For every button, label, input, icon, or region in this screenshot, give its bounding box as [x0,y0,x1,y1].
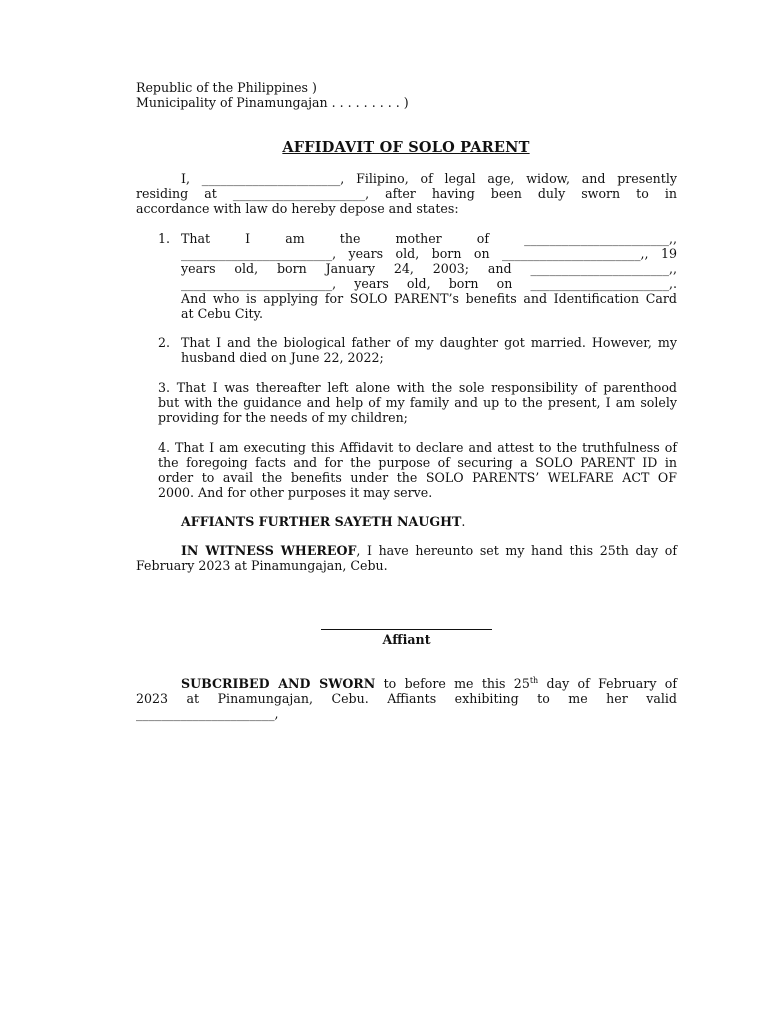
item3-line-2: but with the guidance and help of my family and up to the present, I am solely [158,395,677,410]
witness-line-1 [136,543,677,558]
sworn-bold: SUBCRIBED AND SWORN [181,676,376,691]
witness-line-2: February 2023 at Pinamungajan, Cebu. [136,558,388,573]
item1-line-3: years old, born January 24, 2003; and ______________________,, [181,261,677,276]
header-municipality: Municipality of Pinamungajan . . . . . . . . . ) [136,95,409,110]
further-sayeth-naught [181,514,465,529]
intro-line-1: I, ______________________, Filipino, of legal age, widow, and presently [181,171,677,186]
item1-number: 1. [158,231,171,246]
item1-line-4: ________________________, years old, born on ______________________,. [181,276,677,291]
affiant-label: Affiant [382,632,431,647]
sworn-line-1 [136,676,677,691]
item1-line-5: And who is applying for SOLO PARENT’s benefits and Identification Card [181,291,677,306]
item1-line-1: That I am the mother of _______________________,, [181,231,677,246]
sworn-line-2: 2023 at Pinamungajan, Cebu. Affiants exhibiting to me her valid [136,691,677,706]
witness-rest: , I have hereunto set my hand this 25th day of [356,543,678,558]
item4-line-3: order to avail the benefits under the SOLO PARENTS’ WELFARE ACT OF [158,470,677,485]
item1-line-2: ________________________, years old, born on ______________________,, 19 [181,246,677,261]
item2-line-2: husband died on June 22, 2022; [181,350,384,365]
header-republic: Republic of the Philippines ) [136,80,317,95]
item2-line-1: That I and the biological father of my daughter got married. However, my [181,335,677,350]
witness-bold: IN WITNESS WHEREOF [181,543,357,558]
naught-text: AFFIANTS FURTHER SAYETH NAUGHT [181,514,462,529]
item3-line-3: providing for the needs of my children; [158,410,408,425]
item2-number: 2. [158,335,171,350]
item4-line-2: the foregoing facts and for the purpose of securing a SOLO PARENT ID in [158,455,677,470]
sworn-rest-b: day of February of [538,676,677,691]
naught-period: . [461,514,466,529]
sworn-rest-a: to before me this 25 [375,676,530,691]
intro-line-3: accordance with law do hereby depose and states: [136,201,459,216]
intro-line-2: residing at _____________________, after having been duly sworn to in [136,186,677,201]
item3-line-1: 3. That I was thereafter left alone with the sole responsibility of parenthood [158,380,677,395]
item1-line-6: at Cebu City. [181,306,264,321]
signature-line [321,629,492,630]
sworn-sup: th [529,675,539,685]
item4-line-4: 2000. And for other purposes it may serve. [158,485,433,500]
document-title: AFFIDAVIT OF SOLO PARENT [282,139,530,156]
item4-line-1: 4. That I am executing this Affidavit to declare and attest to the truthfulness of [158,440,677,455]
sworn-line-3: ______________________, [136,706,279,721]
